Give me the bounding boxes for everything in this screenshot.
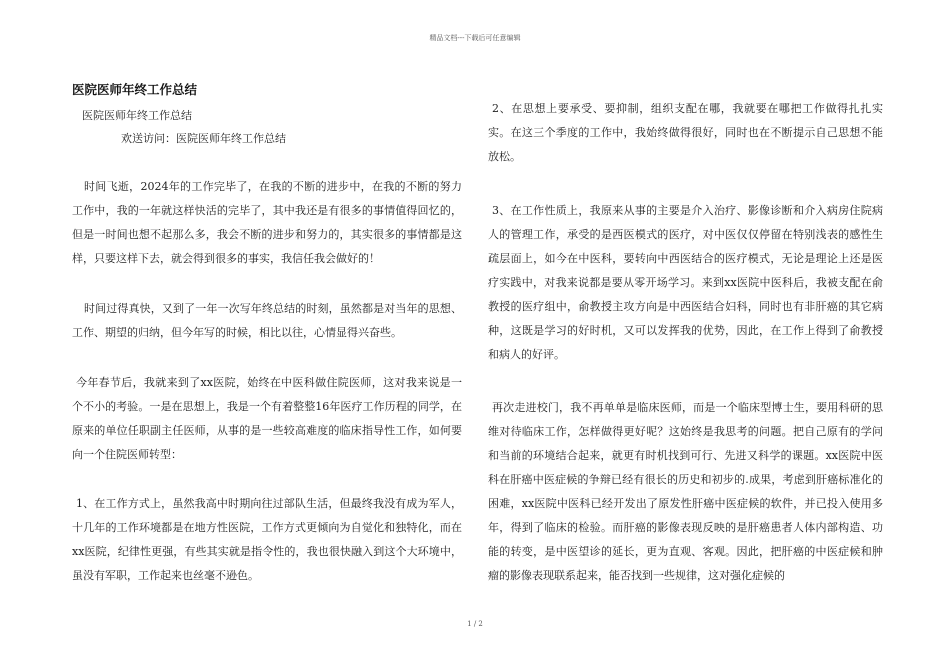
left-paragraph: 时间飞逝，2024年的工作完毕了，在我的不断的进步中，在我的不断的努力工作中，我的一年就这样快活的完毕了，其中我还是有很多的事情值得回忆的，但是一时间也想不起那么多，我会不断的进步和努力的，其实很多的事情都是这样，只要这样下去，就会得到很多的事实，我信任我会做好的！ <box>72 180 462 265</box>
page-header: 精品文档---下载后可任意编辑 <box>429 34 521 42</box>
document-subtitle: 医院医师年终工作总结 <box>82 109 192 122</box>
page-footer: 1 / 2 <box>467 620 483 628</box>
left-paragraph: 今年春节后，我就来到了xx医院，始终在中医科做住院医师，这对我来说是一个不小的考验。一是在思想上，我是一个有着整整16年医疗工作历程的同学，在原来的单位任职副主任医师，从事的是一些较高难度的临床指导性工作，如何要向一个住院医师转型： <box>72 376 462 461</box>
right-paragraph: 2、在思想上要承受、要抑制，组织支配在哪，我就要在哪把工作做得扎扎实实。在这三个季度的工作中，我始终做得很好，同时也在不断提示自己思想不能放松。 <box>488 102 883 163</box>
left-paragraph: 时间过得真快，又到了一年一次写年终总结的时刻，虽然都是对当年的思想、工作、期望的归纳，但今年写的时候，相比以往，心情显得兴奋些。 <box>72 302 462 339</box>
right-paragraph: 再次走进校门，我不再单单是临床医师，而是一个临床型博士生，要用科研的思维对待临床工作，怎样做得更好呢？这始终是我思考的问题。把自己原有的学问和当前的环境结合起来，就更有时机找到可行、先进又科学的课题。xx医院中医科在肝癌中医症候的争辩已经有很长的历史和初步的.成果，考虑到肝癌标准化的困难，xx医院中医科已经开发出了原发性肝癌中医症候的软件，并已投入使用多年，得到了临床的检验。而肝癌的影像表现反映的是肝癌患者人体内部构造、功能的转变，是中医望诊的延长，更为直观、客观。因此，把肝癌的中医症候和肿瘤的影像表现联系起来，能否找到一些规律，这对强化症候的 <box>488 401 883 582</box>
welcome-line: 欢送访问：医院医师年终工作总结 <box>121 132 286 145</box>
document-title: 医院医师年终工作总结 <box>72 82 198 97</box>
right-paragraph: 3、在工作性质上，我原来从事的主要是介入治疗、影像诊断和介入病房住院病人的管理工作，承受的是西医模式的医疗，对中医仅仅停留在特别浅表的感性生疏层面上，如今在中医科，要转向中西医结合的医疗模式，无论是理论上还是医疗实践中，对我来说都是要从零开场学习。来到xx医院中医科后，我被支配在俞教授的医疗组中，俞教授主攻方向是中西医结合妇科，同时也有非肝癌的其它病种，这既是学习的好时机，又可以发挥我的优势，因此，在工作上得到了俞教授和病人的好评。 <box>488 204 883 361</box>
left-paragraph: 1、在工作方式上，虽然我高中时期向往过部队生活，但最终我没有成为军人，十几年的工作环境都是在地方性医院，工作方式更倾向为自觉化和独特化，而在xx医院，纪律性更强，有些其实就是指令性的，我也很快融入到这个大环境中，虽没有军职，工作起来也丝毫不逊色。 <box>72 497 462 582</box>
